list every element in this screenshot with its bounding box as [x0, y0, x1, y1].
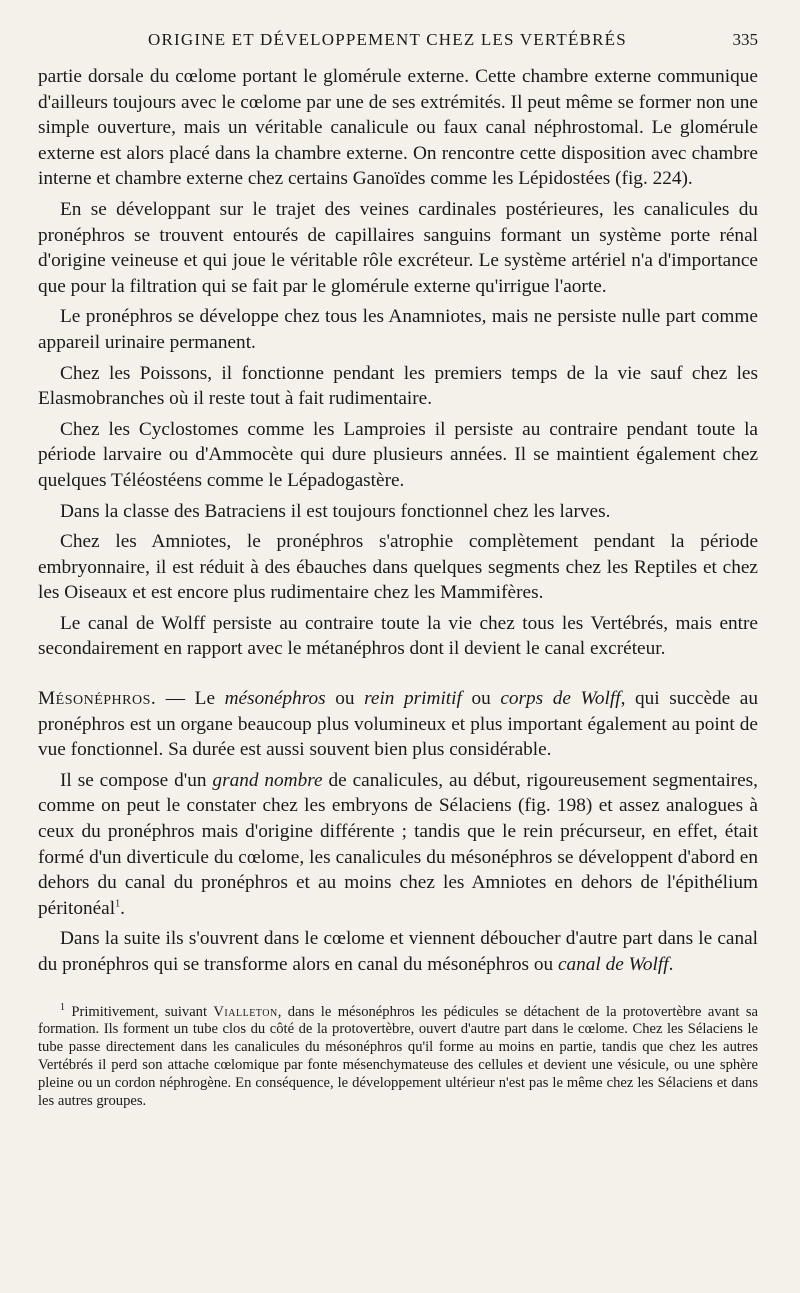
- paragraph-2: En se développant sur le trajet des veines cardinales postérieures, les canalicules du pronéphros se trouvent entourés de capillaires sanguins formant un système porte rénal d'origine veineuse et qui joue le véritable rôle excréteur. Le système artériel n'a d'importance que pour la filtration qui se fait par le glomérule externe qu'irrigue l'aorte.: [38, 198, 758, 297]
- page-header: [38, 30, 758, 54]
- paragraph-11: [38, 926, 758, 977]
- text-run: de canalicules, au début, rigoureusement segmentaires, comme on peut le constater chez les embryons de Sélaciens (fig. 198) et assez analogues à ceux du pronéphros mais d'origine différente ; tandis que le rein précurseur, en effet, était formé d'un diverticule du cœlome, les canalicules du mésonéphros se développent d'abord en dehors du canal du pronéphros et au moins chez les Amniotes en dehors de l'épithélium péritonéal: [38, 769, 758, 919]
- italic-term: corps de Wolff: [500, 688, 621, 710]
- paragraph-6: Dans la classe des Batraciens il est toujours fonctionnel chez les larves.: [60, 500, 611, 522]
- italic-term: grand nombre: [212, 769, 323, 791]
- paragraph-3: Le pronéphros se développe chez tous les Anamniotes, mais ne persiste nulle part comme appareil urinaire permanent.: [38, 306, 758, 353]
- page-number: 335: [732, 30, 758, 49]
- footnote-marker: 1: [60, 1001, 65, 1013]
- paragraph-4: Chez les Poissons, il fonctionne pendant les premiers temps de la vie sauf chez les Elasmobranches où il reste tout à fait rudimentaire.: [38, 362, 758, 410]
- running-title: ORIGINE ET DÉVELOPPEMENT CHEZ LES VERTÉBRÉS: [148, 30, 627, 49]
- paragraph-1: partie dorsale du cœlome portant le glomérule externe. Cette chambre externe communique d'ailleurs toujours avec le cœlome par une de ses extrémités. Il peut même se former non une simple ouverture, mais un véritable canalicule ou faux canal néphrostomal. Le glomérule externe est alors placé dans la chambre externe. On rencontre cette disposition avec chambre interne et chambre externe chez certains Ganoïdes comme les Lépidostées (fig. 224).: [38, 66, 758, 190]
- italic-term: canal de Wolff: [557, 954, 669, 975]
- text-run: ou: [325, 688, 365, 710]
- italic-term: mésonéphros: [224, 688, 326, 710]
- paragraph-10: [38, 768, 758, 922]
- text-run: , dans le mésonéphros les pédicules se détachent de la protovertèbre avant sa formation. Ils forment un tube clos du côté de la protovertèbre, ouvert d'autre part dans le cœlome. Chez les Sélaciens le tube passe directement dans les canalicules du mésonéphros qu'il forme au moins en partie, tandis que chez les autres Vertébrés il perd son attache cœlomique par fonte mésenchymateuse des cellules et devient une vésicule, ou une sphère pleine ou un cordon néphrogène. En conséquence, le développement ultérieur n'est pas le même chez les Sélaciens et dans les autres groupes.: [38, 1003, 758, 1109]
- italic-term: rein primitif: [364, 688, 462, 710]
- text-run: Dans la suite ils s'ouvrent dans le cœlome et viennent déboucher d'autre part dans le canal du pronéphros qui se transforme alors en canal du mésonéphros ou: [38, 928, 758, 975]
- footnote-reference[interactable]: 1: [115, 898, 121, 910]
- text-run: .: [120, 897, 125, 919]
- text-run: ou: [461, 688, 501, 710]
- main-text: [38, 64, 758, 978]
- text-run: .: [668, 954, 674, 975]
- footnote-1: [38, 1001, 758, 1111]
- paragraph-5: Chez les Cyclostomes comme les Lamproies il persiste au contraire pendant toute la période larvaire ou d'Ammocète qui dure plusieurs années. Il se maintient également chez quelques Téléostéens comme le Lépadogastère.: [38, 418, 758, 491]
- paragraph-7: Chez les Amniotes, le pronéphros s'atrophie complètement pendant la période embryonnaire, il est réduit à des ébauches dans quelques segments chez les Reptiles et chez les Oiseaux et est encore plus rudimentaire chez les Mammifères.: [38, 531, 758, 604]
- section-heading: Mésonéphros.: [38, 688, 157, 710]
- footnote-author: Vialleton: [213, 1003, 278, 1020]
- text-run: — Le: [156, 688, 225, 710]
- text-run: Il se compose d'un: [60, 769, 213, 791]
- text-run: Primitivement, suivant: [65, 1003, 214, 1020]
- footnotes: [38, 1001, 758, 1111]
- paragraph-9: [38, 686, 758, 763]
- text-run: , qui succède au pronéphros est un organe beaucoup plus volumineux et plus important également au point de vue fonctionnel. Sa durée est aussi souvent bien plus considérable.: [38, 688, 758, 761]
- paragraph-8: Le canal de Wolff persiste au contraire toute la vie chez tous les Vertébrés, mais entre secondairement en rapport avec le métanéphros dont il devient le canal excréteur.: [38, 612, 758, 660]
